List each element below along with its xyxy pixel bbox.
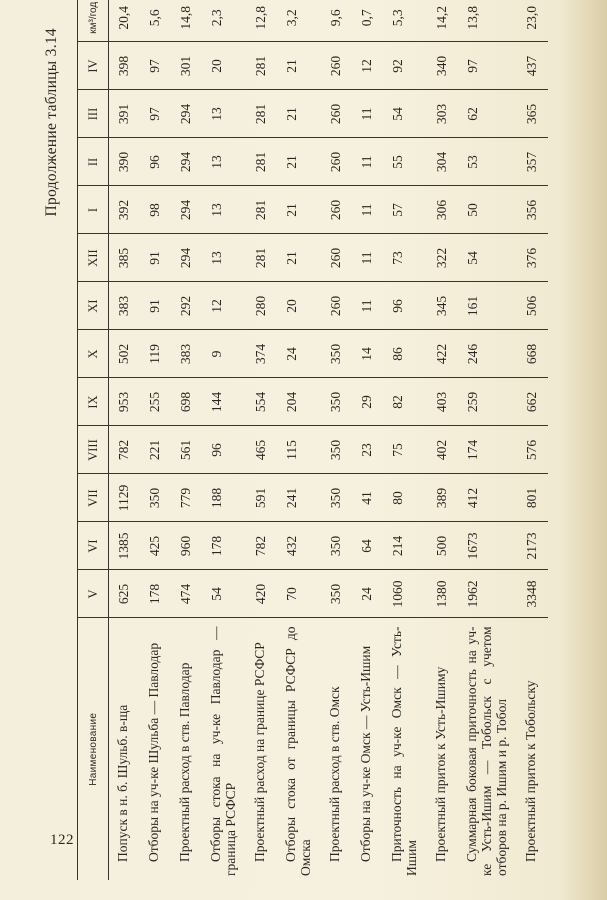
cell-value: 383: [171, 330, 202, 378]
cell-value: 294: [171, 90, 202, 138]
cell-value: 281: [246, 186, 277, 234]
cell-value: 21: [277, 138, 321, 186]
cell-value: 97: [140, 42, 171, 90]
row-name: [202, 618, 246, 880]
cell-value: 1962: [458, 570, 517, 618]
row-name-text: Проектный приток к Усть-Ишиму: [433, 666, 448, 862]
cell-value: 73: [383, 234, 427, 282]
cell-value: 246: [458, 330, 517, 378]
cell-value: 294: [171, 138, 202, 186]
table-row: [246, 0, 277, 880]
cell-value: 432: [277, 522, 321, 570]
cell-value: 12: [202, 282, 246, 330]
cell-value: 13: [202, 234, 246, 282]
cell-annual: 14,8: [171, 0, 202, 42]
cell-value: 960: [171, 522, 202, 570]
cell-value: 144: [202, 378, 246, 426]
cell-value: 82: [383, 378, 427, 426]
row-name: [517, 618, 548, 880]
cell-annual: 9,6: [321, 0, 352, 42]
cell-value: 801: [517, 474, 548, 522]
cell-value: 391: [109, 90, 141, 138]
row-name: [109, 618, 141, 880]
cell-value: 698: [171, 378, 202, 426]
row-name-text: Попуск в н. б. Шульб. в-ща: [115, 704, 130, 862]
cell-value: 91: [140, 282, 171, 330]
cell-value: 260: [321, 186, 352, 234]
cell-value: 576: [517, 426, 548, 474]
row-name: [246, 618, 277, 880]
cell-value: 91: [140, 234, 171, 282]
table-row: [458, 0, 517, 880]
row-name: [140, 618, 171, 880]
cell-value: 50: [458, 186, 517, 234]
row-name: [383, 618, 427, 880]
row-name: [171, 618, 202, 880]
header-month: IX: [78, 378, 109, 426]
cell-value: 57: [383, 186, 427, 234]
cell-value: 1129: [109, 474, 141, 522]
row-name-text: Проектный расход в ств. Омск: [327, 686, 342, 862]
cell-value: 350: [321, 378, 352, 426]
cell-value: 188: [202, 474, 246, 522]
cell-value: 80: [383, 474, 427, 522]
cell-value: 340: [427, 42, 458, 90]
flow-table: [77, 0, 548, 880]
cell-value: 178: [140, 570, 171, 618]
cell-value: 782: [109, 426, 141, 474]
cell-value: 64: [352, 522, 383, 570]
cell-value: 561: [171, 426, 202, 474]
cell-value: 779: [171, 474, 202, 522]
cell-value: 54: [383, 90, 427, 138]
cell-value: 260: [321, 282, 352, 330]
table-caption: Продолжение таблицы 3.14: [43, 28, 60, 217]
cell-value: 174: [458, 426, 517, 474]
cell-value: 782: [246, 522, 277, 570]
cell-value: 350: [321, 570, 352, 618]
cell-value: 591: [246, 474, 277, 522]
cell-annual: 20,4: [109, 0, 141, 42]
cell-value: 214: [383, 522, 427, 570]
cell-value: 3348: [517, 570, 548, 618]
cell-value: 98: [140, 186, 171, 234]
table-row: [277, 0, 321, 880]
cell-value: 11: [352, 282, 383, 330]
cell-value: 21: [277, 90, 321, 138]
header-month: V: [78, 570, 109, 618]
header-month: I: [78, 186, 109, 234]
cell-value: 11: [352, 186, 383, 234]
cell-value: 350: [321, 426, 352, 474]
cell-value: 178: [202, 522, 246, 570]
cell-value: 280: [246, 282, 277, 330]
row-name-text: Отборы стока от границы РСФСР до Омска: [283, 626, 313, 876]
header-month: XI: [78, 282, 109, 330]
cell-value: 465: [246, 426, 277, 474]
row-name-text: Проектный приток к Тобольску: [523, 680, 538, 862]
row-name: [458, 618, 517, 880]
cell-value: 390: [109, 138, 141, 186]
cell-value: 260: [321, 42, 352, 90]
cell-value: 96: [202, 426, 246, 474]
cell-value: 350: [321, 474, 352, 522]
cell-value: 221: [140, 426, 171, 474]
cell-value: 53: [458, 138, 517, 186]
rotated-table-frame: [35, 1, 580, 880]
cell-value: 29: [352, 378, 383, 426]
cell-annual: 12,8: [246, 0, 277, 42]
cell-value: 55: [383, 138, 427, 186]
cell-value: 14: [352, 330, 383, 378]
table-row: [140, 0, 171, 880]
cell-value: 306: [427, 186, 458, 234]
cell-value: 392: [109, 186, 141, 234]
cell-value: 1385: [109, 522, 141, 570]
cell-value: 502: [109, 330, 141, 378]
cell-value: 376: [517, 234, 548, 282]
cell-value: 1380: [427, 570, 458, 618]
header-month: VI: [78, 522, 109, 570]
cell-value: 204: [277, 378, 321, 426]
cell-value: 383: [109, 282, 141, 330]
cell-value: 255: [140, 378, 171, 426]
cell-value: 304: [427, 138, 458, 186]
cell-annual: 0,7: [352, 0, 383, 42]
cell-value: 294: [171, 234, 202, 282]
row-name-text: Приточность на уч-ке Омск — Усть-Ишим: [389, 626, 419, 876]
cell-value: 70: [277, 570, 321, 618]
cell-value: 625: [109, 570, 141, 618]
cell-value: 96: [140, 138, 171, 186]
header-month: VII: [78, 474, 109, 522]
cell-value: 12: [352, 42, 383, 90]
row-name-text: Отборы на уч-ке Шульба — Павлодар: [146, 642, 161, 862]
cell-value: 425: [140, 522, 171, 570]
cell-value: 1060: [383, 570, 427, 618]
row-name: [352, 618, 383, 880]
cell-value: 301: [171, 42, 202, 90]
cell-value: 23: [352, 426, 383, 474]
cell-value: 398: [109, 42, 141, 90]
header-month: VIII: [78, 426, 109, 474]
cell-value: 96: [383, 282, 427, 330]
table-row: [383, 0, 427, 880]
cell-value: 97: [140, 90, 171, 138]
page-number: 122: [50, 832, 74, 848]
cell-value: 385: [109, 234, 141, 282]
header-month: III: [78, 90, 109, 138]
cell-value: 24: [352, 570, 383, 618]
cell-value: 420: [246, 570, 277, 618]
cell-value: 119: [140, 330, 171, 378]
cell-annual: 14,2: [427, 0, 458, 42]
table-row: [427, 0, 458, 880]
cell-value: 403: [427, 378, 458, 426]
cell-value: 20: [277, 282, 321, 330]
table-row: [202, 0, 246, 880]
table-row: [352, 0, 383, 880]
header-month: IV: [78, 42, 109, 90]
cell-value: 281: [246, 138, 277, 186]
cell-value: 437: [517, 42, 548, 90]
header-row: [78, 0, 109, 880]
cell-value: 294: [171, 186, 202, 234]
cell-value: 357: [517, 138, 548, 186]
cell-value: 554: [246, 378, 277, 426]
table-row: [109, 0, 141, 880]
header-month: XII: [78, 234, 109, 282]
cell-value: 365: [517, 90, 548, 138]
cell-value: 281: [246, 42, 277, 90]
table-row: [517, 0, 548, 880]
cell-annual: 13,8: [458, 0, 517, 42]
cell-value: 953: [109, 378, 141, 426]
cell-value: 2173: [517, 522, 548, 570]
cell-value: 161: [458, 282, 517, 330]
cell-value: 292: [171, 282, 202, 330]
cell-value: 11: [352, 234, 383, 282]
cell-value: 11: [352, 90, 383, 138]
row-name: [277, 618, 321, 880]
cell-value: 474: [171, 570, 202, 618]
cell-value: 41: [352, 474, 383, 522]
cell-value: 389: [427, 474, 458, 522]
header-name: Наименование: [78, 618, 109, 880]
cell-value: 13: [202, 186, 246, 234]
row-name: [321, 618, 352, 880]
cell-value: 24: [277, 330, 321, 378]
row-name-text: Проектный расход в ств. Павлодар: [177, 662, 192, 862]
cell-value: 75: [383, 426, 427, 474]
cell-value: 13: [202, 90, 246, 138]
cell-value: 356: [517, 186, 548, 234]
cell-value: 241: [277, 474, 321, 522]
row-name-text: Отборы на уч-ке Омск — Усть-Ишим: [358, 645, 373, 862]
cell-value: 303: [427, 90, 458, 138]
cell-value: 21: [277, 42, 321, 90]
row-name-text: Суммарная боковая приточность на уч-ке Усть-Ишим — Тобольск с учетом отборов на р. Ишим и р. Тобол: [464, 626, 509, 876]
cell-value: 86: [383, 330, 427, 378]
cell-value: 281: [246, 234, 277, 282]
cell-value: 668: [517, 330, 548, 378]
table-row: [321, 0, 352, 880]
cell-value: 259: [458, 378, 517, 426]
cell-annual: 23,0: [517, 0, 548, 42]
cell-annual: 5,6: [140, 0, 171, 42]
cell-value: 412: [458, 474, 517, 522]
cell-value: 54: [458, 234, 517, 282]
cell-value: 506: [517, 282, 548, 330]
header-month: X: [78, 330, 109, 378]
cell-value: 11: [352, 138, 383, 186]
cell-value: 350: [321, 330, 352, 378]
cell-annual: 3,2: [277, 0, 321, 42]
table-body: [109, 0, 549, 880]
row-name-text: Отборы стока на уч-ке Павлодар — граница РСФСР: [208, 626, 238, 876]
cell-annual: 5,3: [383, 0, 427, 42]
cell-value: 115: [277, 426, 321, 474]
cell-value: 422: [427, 330, 458, 378]
cell-annual: 2,3: [202, 0, 246, 42]
cell-value: 20: [202, 42, 246, 90]
row-name-text: Проектный расход на границе РСФСР: [252, 642, 267, 862]
cell-value: 9: [202, 330, 246, 378]
header-annual: км³/год: [78, 0, 109, 42]
cell-value: 402: [427, 426, 458, 474]
cell-value: 260: [321, 138, 352, 186]
cell-value: 97: [458, 42, 517, 90]
cell-value: 1673: [458, 522, 517, 570]
cell-value: 260: [321, 234, 352, 282]
cell-value: 62: [458, 90, 517, 138]
cell-value: 350: [140, 474, 171, 522]
cell-value: 350: [321, 522, 352, 570]
cell-value: 281: [246, 90, 277, 138]
cell-value: 374: [246, 330, 277, 378]
cell-value: 345: [427, 282, 458, 330]
cell-value: 13: [202, 138, 246, 186]
cell-value: 662: [517, 378, 548, 426]
header-month: II: [78, 138, 109, 186]
cell-value: 260: [321, 90, 352, 138]
cell-value: 21: [277, 186, 321, 234]
row-name: [427, 618, 458, 880]
cell-value: 92: [383, 42, 427, 90]
table-row: [171, 0, 202, 880]
cell-value: 54: [202, 570, 246, 618]
cell-value: 500: [427, 522, 458, 570]
cell-value: 21: [277, 234, 321, 282]
cell-value: 322: [427, 234, 458, 282]
